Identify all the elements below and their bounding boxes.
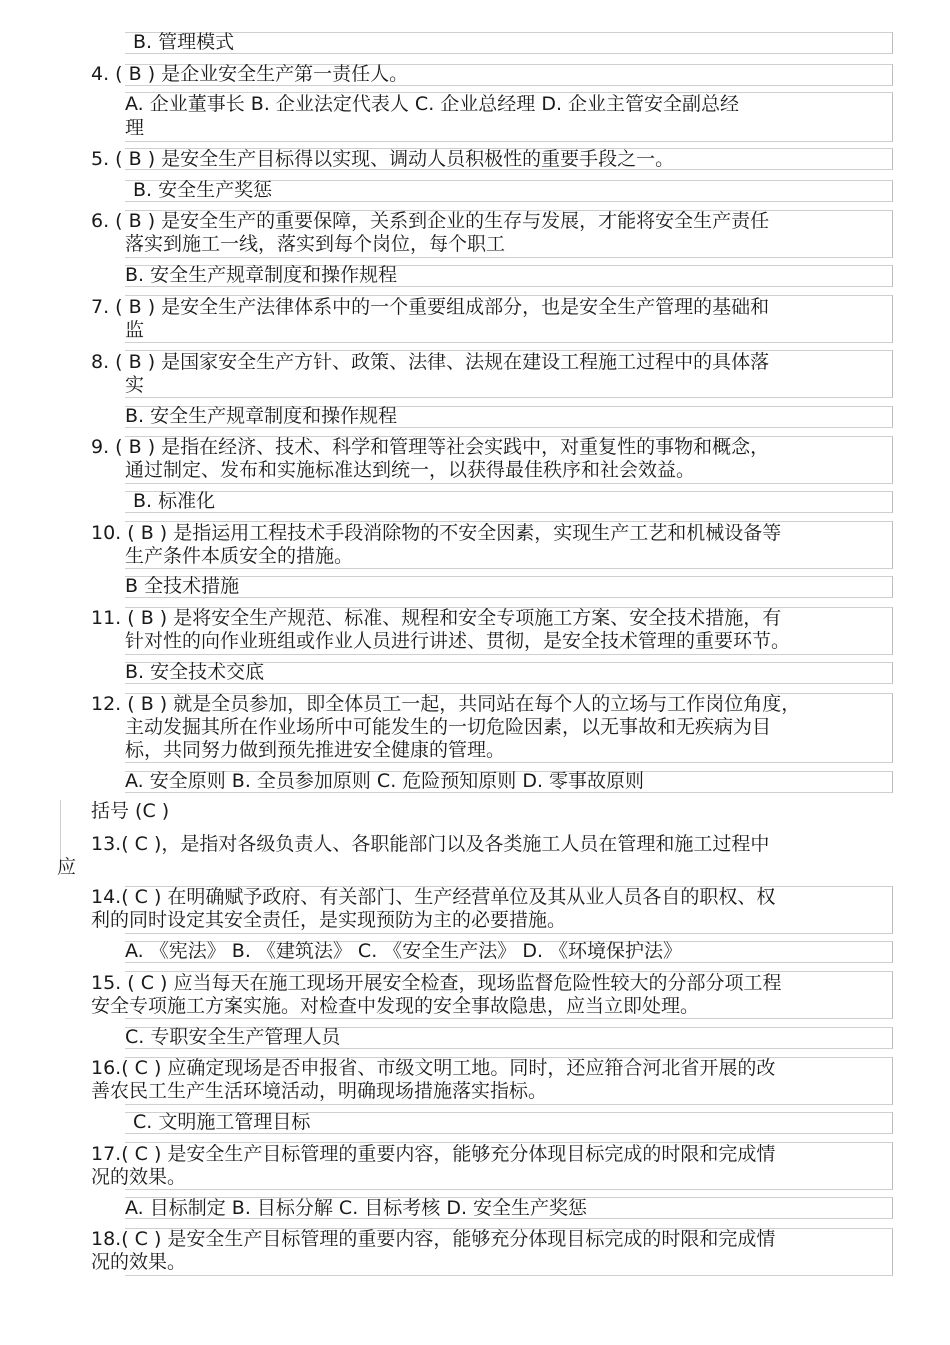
question-line: 4. ( B ) 是企业安全生产第一责任人。 [91, 63, 409, 85]
question-line: 13.( C )，是指对各级负责人、各职能部门以及各类施工人员在管理和施工过程中 [91, 833, 770, 855]
option-line: A. 目标制定 B. 目标分解 C. 目标考核 D. 安全生产奖惩 [125, 1197, 588, 1219]
option-line: A. 《宪法》 B. 《建筑法》 C. 《安全生产法》 D. 《环境保护法》 [125, 940, 683, 962]
frame-box [125, 576, 893, 598]
question-line: 5. ( B ) 是安全生产目标得以实现、调动人员积极性的重要手段之一。 [91, 148, 675, 170]
question-line: 17.( C ) 是安全生产目标管理的重要内容，能够充分体现目标完成的时限和完成情 [91, 1143, 776, 1165]
option-line: A. 安全原则 B. 全员参加原则 C. 危险预知原则 D. 零事故原则 [125, 770, 645, 792]
answer-line: B. 标准化 [133, 490, 216, 512]
question-line: 15. ( C ) 应当每天在施工现场开展安全检查，现场监督危险性较大的分部分项工程 [91, 972, 782, 994]
option-line: 理 [125, 117, 145, 139]
question-line: 善农民工生产生活环境活动，明确现场措施落实指标。 [91, 1080, 548, 1102]
option-line: B. 安全生产奖惩 [133, 179, 273, 201]
question-line: 10. ( B ) 是指运用工程技术手段消除物的不安全因素，实现生产工艺和机械设备等 [91, 522, 782, 544]
frame-box [125, 32, 893, 54]
answer-line: C. 文明施工管理目标 [133, 1111, 311, 1133]
answer-line: B 全技术措施 [125, 575, 240, 597]
question-line: 况的效果。 [91, 1166, 187, 1188]
question-line: 18.( C ) 是安全生产目标管理的重要内容，能够充分体现目标完成的时限和完成情 [91, 1228, 776, 1250]
section-heading: 括号 (C ) [91, 800, 170, 822]
question-line: 7. ( B ) 是安全生产法律体系中的一个重要组成部分，也是安全生产管理的基础和 [91, 296, 770, 318]
question-line: 6. ( B ) 是安全生产的重要保障，关系到企业的生存与发展，才能将安全生产责任 [91, 210, 770, 232]
question-line: 应 [57, 856, 77, 878]
question-line: 11. ( B ) 是将安全生产规范、标准、规程和安全专项施工方案、安全技术措施，有 [91, 607, 782, 629]
question-line: 标，共同努力做到预先推进安全健康的管理。 [125, 739, 506, 761]
answer-line: B. 安全生产规章制度和操作规程 [125, 264, 398, 286]
question-line: 主动发掘其所在作业场所中可能发生的一切危险因素，以无事故和无疾病为目 [125, 716, 772, 738]
question-line: 8. ( B ) 是国家安全生产方针、政策、法律、法规在建设工程施工过程中的具体落 [91, 351, 770, 373]
question-line: 安全专项施工方案实施。对检查中发现的安全事故隐患，应当立即处理。 [91, 995, 700, 1017]
frame-box [125, 491, 893, 513]
question-line: 针对性的向作业班组或作业人员进行讲述、贯彻，是安全技术管理的重要环节。 [125, 630, 791, 652]
question-line: 实 [125, 374, 145, 396]
question-line: 况的效果。 [91, 1251, 187, 1273]
question-line: 利的同时设定其安全责任，是实现预防为主的必要措施。 [91, 909, 567, 931]
question-line: 9. ( B ) 是指在经济、技术、科学和管理等社会实践中，对重复性的事物和概念， [91, 436, 770, 458]
answer-line: C. 专职安全生产管理人员 [125, 1026, 341, 1048]
question-line: 生产条件本质安全的措施。 [125, 545, 354, 567]
question-line: 12. ( B ) 就是全员参加，即全体员工一起，共同站在每个人的立场与工作岗位角度， [91, 693, 801, 715]
question-line: 监 [125, 319, 145, 341]
answer-line: B. 安全技术交底 [125, 661, 265, 683]
option-line: A. 企业董事长 B. 企业法定代表人 C. 企业总经理 D. 企业主管安全副总经 [125, 93, 740, 115]
question-line: 通过制定、发布和实施标准达到统一，以获得最佳秩序和社会效益。 [125, 459, 696, 481]
answer-line: B. 安全生产规章制度和操作规程 [125, 405, 398, 427]
question-line: 16.( C ) 应确定现场是否申报省、市级文明工地。同时，还应箝合河北省开展的改 [91, 1057, 776, 1079]
option-line: B. 管理模式 [133, 31, 235, 53]
question-line: 14.( C ) 在明确赋予政府、有关部门、生产经营单位及其从业人员各自的职权、权 [91, 886, 776, 908]
question-line: 落实到施工一线，落实到每个岗位，每个职工 [125, 233, 506, 255]
